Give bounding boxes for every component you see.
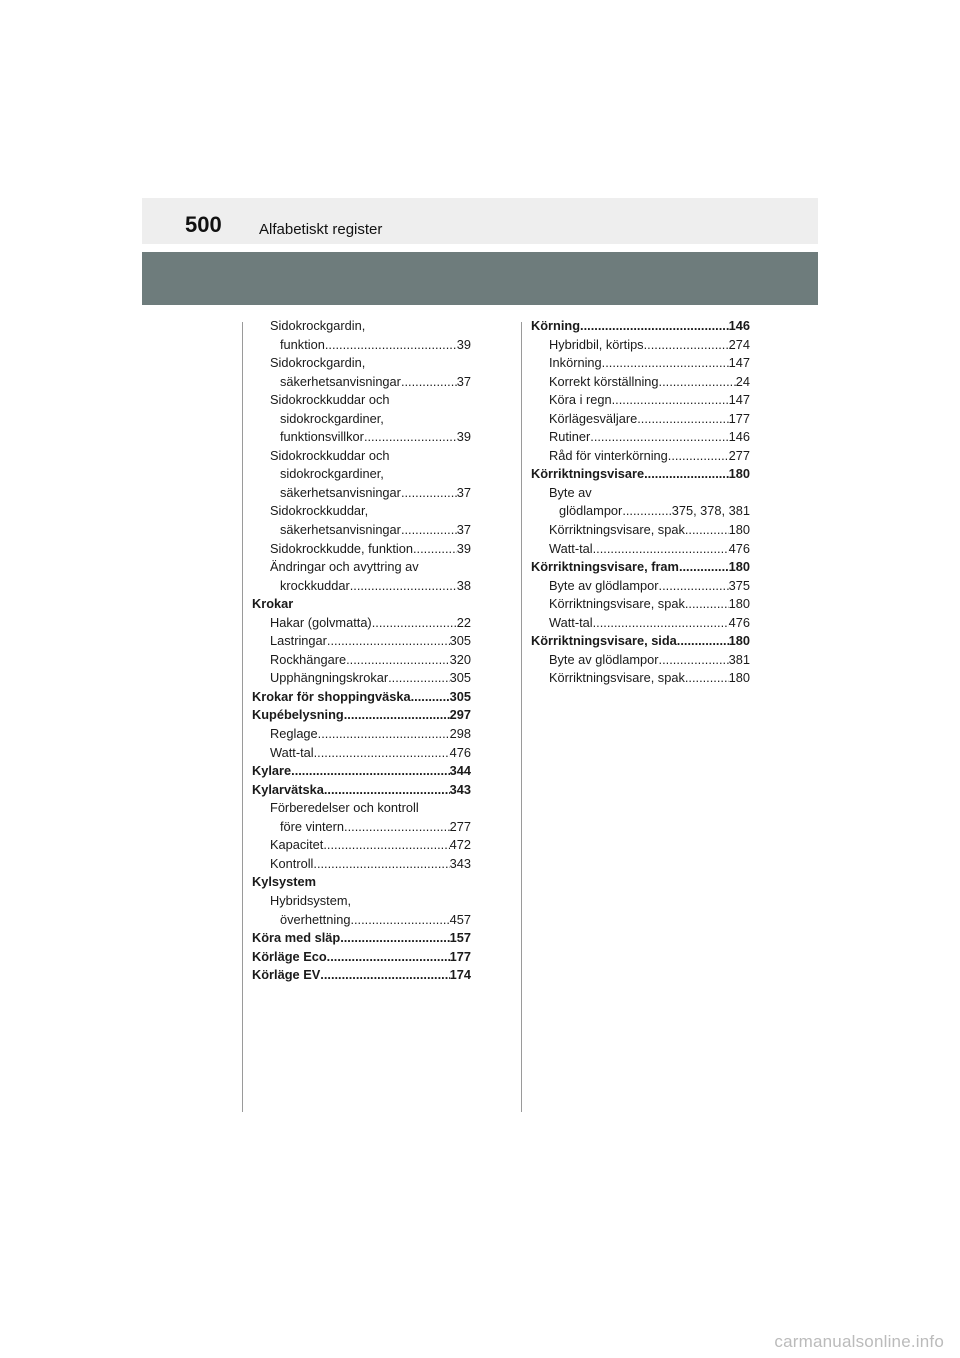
- index-heading: [252, 688, 471, 707]
- entry-text: Watt-tal: [270, 744, 314, 760]
- dot-leader: [411, 688, 450, 707]
- entry-text: Sidokrockkuddar och: [270, 392, 390, 408]
- entry-page-ref: 24: [735, 373, 750, 389]
- dot-leader: [593, 614, 729, 633]
- entry-text: Byte av glödlampor: [549, 651, 659, 667]
- entry-text: sidokrockgardiner,: [280, 466, 384, 482]
- dot-leader: [685, 521, 729, 540]
- dot-leader: [325, 336, 457, 355]
- index-column-right: [531, 317, 750, 688]
- dot-leader: [685, 669, 729, 688]
- index-entry: [252, 317, 471, 336]
- entry-page-ref: 457: [449, 911, 471, 927]
- entry-text: Kapacitet: [270, 837, 324, 853]
- dot-leader: [659, 373, 736, 392]
- index-entry: [531, 595, 750, 614]
- index-entry: [252, 558, 471, 577]
- index-entry: [252, 410, 471, 429]
- entry-page-ref: 180: [728, 633, 750, 649]
- entry-text: Inkörning: [549, 355, 602, 371]
- entry-text: säkerhetsanvisningar: [280, 522, 401, 538]
- dot-leader: [350, 577, 457, 596]
- entry-text: Kylsystem: [252, 874, 317, 890]
- index-entry: [531, 428, 750, 447]
- dot-leader: [340, 929, 449, 948]
- entry-text: Krokar: [252, 596, 294, 612]
- dot-leader: [314, 744, 450, 763]
- entry-text: Kupébelysning: [252, 707, 344, 723]
- dot-leader: [668, 447, 729, 466]
- entry-text: säkerhetsanvisningar: [280, 484, 401, 500]
- index-heading: [531, 465, 750, 484]
- dot-leader: [327, 632, 450, 651]
- entry-text: överhettning: [280, 911, 351, 927]
- index-heading: [531, 632, 750, 651]
- entry-text: Sidokrockkuddar,: [270, 503, 369, 519]
- entry-page-ref: 39: [456, 429, 471, 445]
- dot-leader: [291, 762, 450, 781]
- index-entry: [531, 391, 750, 410]
- dot-leader: [593, 540, 729, 559]
- index-entry: [252, 540, 471, 559]
- entry-page-ref: 274: [728, 336, 750, 352]
- entry-text: Körriktningsvisare, fram: [531, 559, 679, 575]
- dot-leader: [622, 502, 671, 521]
- entry-text: funktion: [280, 336, 325, 352]
- entry-text: Rutiner: [549, 429, 591, 445]
- index-heading: [531, 558, 750, 577]
- entry-text: funktionsvillkor: [280, 429, 364, 445]
- entry-text: före vintern: [280, 818, 345, 834]
- dot-leader: [320, 966, 449, 985]
- index-entry: [531, 521, 750, 540]
- index-entry: [531, 336, 750, 355]
- index-entry: [531, 373, 750, 392]
- entry-text: Watt-tal: [549, 614, 593, 630]
- entry-page-ref: 298: [449, 726, 471, 742]
- index-entry: [252, 911, 471, 930]
- entry-page-ref: 375, 378, 381: [671, 503, 750, 519]
- entry-page-ref: 146: [728, 429, 750, 445]
- dot-leader: [388, 669, 450, 688]
- dot-leader: [364, 428, 457, 447]
- entry-text: Körriktningsvisare, spak: [549, 670, 685, 686]
- entry-text: Reglage: [270, 726, 318, 742]
- entry-text: Körriktningsvisare, spak: [549, 596, 685, 612]
- dot-leader: [401, 484, 457, 503]
- dot-leader: [685, 595, 729, 614]
- entry-page-ref: 157: [449, 930, 471, 946]
- index-entry: [252, 502, 471, 521]
- entry-page-ref: 22: [456, 614, 471, 630]
- entry-page-ref: 375: [728, 577, 750, 593]
- entry-page-ref: 146: [728, 318, 750, 333]
- index-column-left: [252, 317, 471, 985]
- entry-text: Lastringar: [270, 633, 327, 649]
- index-entry: [531, 484, 750, 503]
- entry-page-ref: 343: [449, 855, 471, 871]
- index-entry: [252, 744, 471, 763]
- dot-leader: [318, 725, 450, 744]
- entry-text: Råd för vinterkörning: [549, 447, 668, 463]
- index-entry: [252, 632, 471, 651]
- entry-page-ref: 147: [728, 355, 750, 371]
- entry-page-ref: 297: [449, 707, 471, 723]
- entry-text: Sidokrockkudde, funktion: [270, 540, 413, 556]
- entry-text: Kontroll: [270, 855, 314, 871]
- entry-page-ref: 277: [449, 818, 471, 834]
- index-entry: [252, 428, 471, 447]
- dot-leader: [580, 317, 729, 336]
- entry-text: Förberedelser och kontroll: [270, 800, 419, 816]
- dot-leader: [590, 428, 728, 447]
- dot-leader: [413, 540, 457, 559]
- entry-page-ref: 344: [449, 763, 471, 779]
- dot-leader: [644, 336, 729, 355]
- entry-page-ref: 472: [449, 837, 471, 853]
- dot-leader: [344, 818, 450, 837]
- index-entry: [252, 391, 471, 410]
- index-entry: [252, 855, 471, 874]
- entry-page-ref: 180: [728, 559, 750, 575]
- entry-text: Körning: [531, 318, 581, 333]
- dot-leader: [327, 948, 450, 967]
- entry-page-ref: 180: [728, 466, 750, 482]
- dot-leader: [612, 391, 729, 410]
- entry-text: Rockhängare: [270, 651, 347, 667]
- entry-page-ref: 476: [449, 744, 471, 760]
- dot-leader: [401, 521, 457, 540]
- entry-text: sidokrockgardiner,: [280, 410, 384, 426]
- entry-page-ref: 37: [456, 484, 471, 500]
- entry-text: Körläge EV: [252, 967, 321, 983]
- entry-text: Kylarvätska: [252, 781, 324, 797]
- index-entry: [252, 336, 471, 355]
- dot-leader: [346, 651, 450, 670]
- dot-leader: [659, 651, 729, 670]
- dot-leader: [659, 577, 729, 596]
- entry-text: Hybridbil, körtips: [549, 336, 644, 352]
- entry-page-ref: 147: [728, 392, 750, 408]
- entry-text: Köra med släp: [252, 930, 341, 946]
- entry-text: Krokar för shoppingväska: [252, 688, 411, 704]
- entry-text: Kylare: [252, 763, 292, 779]
- entry-text: Ändringar och avyttring av: [270, 559, 419, 575]
- dot-leader: [350, 911, 449, 930]
- entry-text: Byte av glödlampor: [549, 577, 659, 593]
- index-entry: [252, 521, 471, 540]
- entry-text: Sidokrockgardin,: [270, 355, 366, 371]
- entry-text: Byte av: [549, 484, 592, 500]
- entry-text: Watt-tal: [549, 540, 593, 556]
- entry-page-ref: 177: [728, 410, 750, 426]
- entry-page-ref: 180: [728, 596, 750, 612]
- index-heading: [252, 873, 471, 892]
- entry-page-ref: 37: [456, 373, 471, 389]
- entry-page-ref: 38: [456, 577, 471, 593]
- entry-text: Körriktningsvisare, spak: [549, 522, 685, 538]
- index-entry: [252, 614, 471, 633]
- entry-page-ref: 305: [449, 688, 471, 704]
- index-heading: [252, 706, 471, 725]
- index-entry: [531, 614, 750, 633]
- entry-text: Upphängningskrokar: [270, 670, 389, 686]
- entry-page-ref: 305: [449, 633, 471, 649]
- index-heading: [252, 948, 471, 967]
- entry-text: Köra i regn: [549, 392, 612, 408]
- entry-page-ref: 177: [449, 948, 471, 964]
- entry-page-ref: 343: [449, 781, 471, 797]
- entry-page-ref: 476: [728, 540, 750, 556]
- entry-page-ref: 320: [449, 651, 471, 667]
- index-entry: [531, 669, 750, 688]
- header-top-bar: [142, 198, 818, 244]
- index-entry: [252, 892, 471, 911]
- index-heading: [531, 317, 750, 336]
- index-entry: [252, 651, 471, 670]
- index-heading: [252, 966, 471, 985]
- index-entry: [531, 502, 750, 521]
- dot-leader: [372, 614, 457, 633]
- index-entry: [531, 447, 750, 466]
- left-column-rule: [242, 322, 243, 1112]
- index-entry: [531, 651, 750, 670]
- index-entry: [252, 354, 471, 373]
- dot-leader: [313, 855, 449, 874]
- index-entry: [252, 818, 471, 837]
- index-heading: [252, 929, 471, 948]
- dot-leader: [637, 410, 728, 429]
- dot-leader: [644, 465, 729, 484]
- entry-page-ref: 277: [728, 447, 750, 463]
- entry-page-ref: 180: [728, 670, 750, 686]
- page-number: 500: [185, 212, 222, 237]
- index-entry: [252, 447, 471, 466]
- index-entry: [531, 577, 750, 596]
- dot-leader: [401, 373, 457, 392]
- index-entry: [252, 799, 471, 818]
- watermark-text: carmanualsonline.info: [774, 1332, 944, 1351]
- entry-text: Hakar (golvmatta): [270, 614, 372, 630]
- dot-leader: [344, 706, 450, 725]
- middle-column-rule: [521, 322, 522, 1112]
- index-entry: [531, 410, 750, 429]
- entry-page-ref: 37: [456, 522, 471, 538]
- entry-page-ref: 39: [456, 540, 471, 556]
- index-heading: [252, 595, 471, 614]
- index-heading: [252, 781, 471, 800]
- dot-leader: [323, 836, 449, 855]
- entry-text: Körriktningsvisare, sida: [531, 633, 677, 649]
- index-entry: [252, 725, 471, 744]
- index-heading: [252, 762, 471, 781]
- entry-page-ref: 476: [728, 614, 750, 630]
- header-band: [142, 252, 818, 305]
- dot-leader: [324, 781, 450, 800]
- index-entry: [252, 669, 471, 688]
- entry-text: Korrekt körställning: [549, 373, 659, 389]
- index-entry: [252, 373, 471, 392]
- dot-leader: [679, 558, 729, 577]
- dot-leader: [602, 354, 729, 373]
- entry-text: Hybridsystem,: [270, 892, 352, 908]
- dot-leader: [677, 632, 729, 651]
- index-entry: [252, 484, 471, 503]
- index-entry: [531, 540, 750, 559]
- entry-text: Sidokrockgardin,: [270, 318, 366, 333]
- entry-text: Körlägesväljare: [549, 410, 638, 426]
- section-title: Alfabetiskt register: [259, 221, 383, 238]
- entry-page-ref: 381: [728, 651, 750, 667]
- entry-page-ref: 305: [449, 670, 471, 686]
- entry-text: säkerhetsanvisningar: [280, 373, 401, 389]
- entry-text: glödlampor: [559, 503, 623, 519]
- entry-page-ref: 180: [728, 522, 750, 538]
- entry-page-ref: 174: [449, 967, 471, 983]
- index-entry: [252, 465, 471, 484]
- entry-text: Sidokrockkuddar och: [270, 447, 390, 463]
- index-entry: [531, 354, 750, 373]
- index-entry: [252, 577, 471, 596]
- entry-text: krockkuddar: [280, 577, 350, 593]
- entry-page-ref: 39: [456, 336, 471, 352]
- entry-text: Körläge Eco: [252, 948, 327, 964]
- entry-text: Körriktningsvisare: [531, 466, 645, 482]
- index-entry: [252, 836, 471, 855]
